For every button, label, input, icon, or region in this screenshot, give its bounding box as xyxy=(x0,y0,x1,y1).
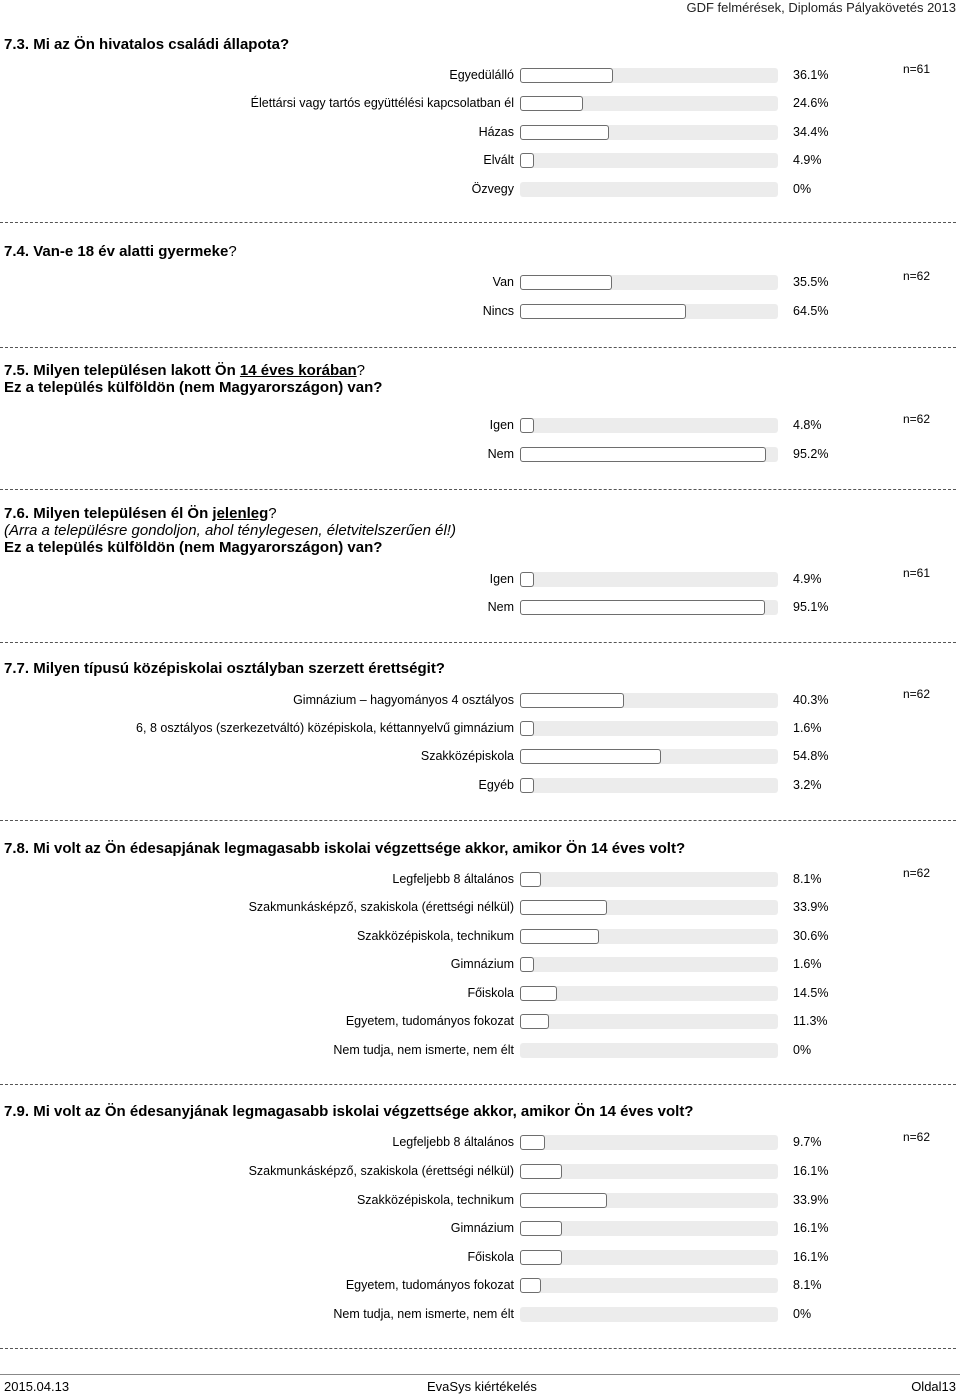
footer-center-label: EvaSys kiértékelés xyxy=(427,1379,537,1394)
answer-percent: 36.1% xyxy=(793,68,829,82)
section-divider xyxy=(0,347,956,348)
bar-fill xyxy=(520,721,534,736)
bar-track xyxy=(520,1278,778,1293)
answer-label: Nem xyxy=(487,600,514,614)
answer-label: Özvegy xyxy=(471,182,514,196)
answer-label: Gimnázium – hagyományos 4 osztályos xyxy=(293,693,514,707)
answer-row xyxy=(0,1040,960,1062)
answer-percent: 0% xyxy=(793,1043,812,1057)
answer-row xyxy=(0,1132,960,1154)
answer-row xyxy=(0,718,960,740)
answer-row xyxy=(0,301,960,323)
answer-percent: 8.1% xyxy=(793,1278,822,1292)
header-title: GDF felmérések, Diplomás Pályakövetés 2013 xyxy=(686,0,956,15)
bar-track xyxy=(520,1164,778,1179)
answer-percent: 33.9% xyxy=(793,900,829,914)
answer-row xyxy=(0,869,960,891)
answer-row xyxy=(0,1218,960,1240)
bar-track xyxy=(520,600,778,615)
answer-label: Élettársi vagy tartós együttélési kapcsolatban él xyxy=(250,96,514,110)
answer-percent: 95.1% xyxy=(793,600,829,614)
answer-row xyxy=(0,65,960,87)
answer-percent: 30.6% xyxy=(793,929,829,943)
bar-track xyxy=(520,1221,778,1236)
answer-row xyxy=(0,1304,960,1326)
answer-percent: 54.8% xyxy=(793,749,829,763)
answer-percent: 16.1% xyxy=(793,1164,829,1178)
answer-row xyxy=(0,1161,960,1183)
bar-fill xyxy=(520,749,661,764)
section-divider xyxy=(0,820,956,821)
question-title-7-7: 7.7. Milyen típusú középiskolai osztályban szerzett érettségit? xyxy=(4,660,445,677)
answer-label: Főiskola xyxy=(467,986,514,1000)
bar-track xyxy=(520,96,778,111)
answer-label: 6, 8 osztályos (szerkezetváltó) középiskola, kéttannyelvű gimnázium xyxy=(136,721,514,735)
answer-label: Nem tudja, nem ismerte, nem élt xyxy=(333,1043,514,1057)
bar-fill xyxy=(520,125,609,140)
bar-track xyxy=(520,900,778,915)
bar-track xyxy=(520,749,778,764)
bar-track xyxy=(520,153,778,168)
answer-percent: 0% xyxy=(793,1307,812,1321)
bar-track xyxy=(520,572,778,587)
answer-row xyxy=(0,954,960,976)
question-subtitle: Ez a település külföldön (nem Magyarországon) van? xyxy=(4,539,383,556)
answer-label: Nem xyxy=(487,447,514,461)
bar-fill xyxy=(520,1278,541,1293)
section-divider xyxy=(0,489,956,490)
bar-track xyxy=(520,929,778,944)
answer-row xyxy=(0,690,960,712)
bar-fill xyxy=(520,1135,545,1150)
footer-rule xyxy=(0,1374,960,1375)
answer-percent: 35.5% xyxy=(793,275,829,289)
bar-fill xyxy=(520,778,534,793)
answer-percent: 9.7% xyxy=(793,1135,822,1149)
answer-row xyxy=(0,1275,960,1297)
bar-fill xyxy=(520,872,541,887)
answer-percent: 40.3% xyxy=(793,693,829,707)
question-title-7-9: 7.9. Mi volt az Ön édesanyjának legmagasabb iskolai végzettsége akkor, amikor Ön 14 éves volt? xyxy=(4,1103,694,1120)
answer-row xyxy=(0,122,960,144)
answer-percent: 8.1% xyxy=(793,872,822,886)
bar-fill xyxy=(520,304,686,319)
answer-label: Házas xyxy=(478,125,514,139)
answer-row xyxy=(0,150,960,172)
section-divider xyxy=(0,1348,956,1349)
answer-percent: 95.2% xyxy=(793,447,829,461)
footer-date: 2015.04.13 xyxy=(4,1379,70,1394)
answer-label: Legfeljebb 8 általános xyxy=(392,1135,514,1149)
bar-fill xyxy=(520,96,583,111)
bar-fill xyxy=(520,957,534,972)
answer-row xyxy=(0,1190,960,1212)
answer-label: Főiskola xyxy=(467,1250,514,1264)
n-count: n=61 xyxy=(903,62,931,76)
answer-row xyxy=(0,179,960,201)
answer-label: Igen xyxy=(489,572,514,586)
answer-row xyxy=(0,415,960,437)
n-count: n=62 xyxy=(903,687,931,701)
answer-label: Nem tudja, nem ismerte, nem élt xyxy=(333,1307,514,1321)
answer-row xyxy=(0,272,960,294)
bar-track xyxy=(520,693,778,708)
answer-percent: 33.9% xyxy=(793,1193,829,1207)
answer-label: Gimnázium xyxy=(450,957,514,971)
bar-track xyxy=(520,418,778,433)
bar-track xyxy=(520,1307,778,1322)
bar-fill xyxy=(520,1164,562,1179)
bar-track xyxy=(520,275,778,290)
answer-percent: 1.6% xyxy=(793,957,822,971)
bar-track xyxy=(520,304,778,319)
bar-track xyxy=(520,872,778,887)
answer-percent: 11.3% xyxy=(793,1014,828,1028)
answer-percent: 3.2% xyxy=(793,778,822,792)
answer-label: Van xyxy=(492,275,514,289)
question-title-7-5: 7.5. Milyen településen lakott Ön 14 éves korában? xyxy=(4,362,366,379)
answer-percent: 4.9% xyxy=(793,572,822,586)
bar-fill xyxy=(520,418,534,433)
bar-fill xyxy=(520,275,612,290)
answer-percent: 4.8% xyxy=(793,418,822,432)
bar-fill xyxy=(520,68,613,83)
bar-fill xyxy=(520,1221,562,1236)
question-note: (Arra a településre gondoljon, ahol ténylegesen, életvitelszerűen él!) xyxy=(4,522,456,539)
bar-fill xyxy=(520,929,599,944)
answer-percent: 16.1% xyxy=(793,1221,829,1235)
answer-row xyxy=(0,897,960,919)
bar-fill xyxy=(520,447,766,462)
answer-label: Egyetem, tudományos fokozat xyxy=(345,1278,514,1292)
answer-label: Szakmunkásképző, szakiskola (érettségi nélkül) xyxy=(248,1164,514,1178)
answer-percent: 64.5% xyxy=(793,304,829,318)
question-title-7-3: 7.3. Mi az Ön hivatalos családi állapota? xyxy=(4,36,290,53)
section-divider xyxy=(0,1084,956,1085)
answer-percent: 4.9% xyxy=(793,153,822,167)
bar-track xyxy=(520,1014,778,1029)
n-count: n=62 xyxy=(903,1130,931,1144)
answer-row xyxy=(0,926,960,948)
section-divider xyxy=(0,642,956,643)
bar-fill xyxy=(520,900,607,915)
answer-row xyxy=(0,746,960,768)
bar-fill xyxy=(520,600,765,615)
bar-track xyxy=(520,125,778,140)
answer-label: Gimnázium xyxy=(450,1221,514,1235)
answer-row xyxy=(0,983,960,1005)
answer-percent: 24.6% xyxy=(793,96,829,110)
answer-label: Szakközépiskola xyxy=(420,749,514,763)
answer-label: Egyetem, tudományos fokozat xyxy=(345,1014,514,1028)
bar-fill xyxy=(520,986,557,1001)
answer-label: Szakközépiskola, technikum xyxy=(356,1193,514,1207)
bar-fill xyxy=(520,572,534,587)
bar-track xyxy=(520,986,778,1001)
answer-label: Nincs xyxy=(482,304,514,318)
bar-fill xyxy=(520,1250,562,1265)
bar-track xyxy=(520,1250,778,1265)
answer-row xyxy=(0,1247,960,1269)
answer-row xyxy=(0,444,960,466)
answer-percent: 1.6% xyxy=(793,721,822,735)
answer-percent: 0% xyxy=(793,182,812,196)
answer-label: Egyedülálló xyxy=(449,68,514,82)
bar-track xyxy=(520,957,778,972)
section-divider xyxy=(0,222,956,223)
answer-label: Igen xyxy=(489,418,514,432)
question-title-7-6: 7.6. Milyen településen él Ön jelenleg? xyxy=(4,505,277,522)
bar-fill xyxy=(520,153,534,168)
bar-fill xyxy=(520,1193,607,1208)
answer-label: Elvált xyxy=(483,153,514,167)
n-count: n=62 xyxy=(903,412,931,426)
bar-track xyxy=(520,68,778,83)
n-count: n=62 xyxy=(903,269,931,283)
answer-label: Szakközépiskola, technikum xyxy=(356,929,514,943)
answer-row xyxy=(0,597,960,619)
bar-track xyxy=(520,1043,778,1058)
answer-row xyxy=(0,93,960,115)
answer-label: Legfeljebb 8 általános xyxy=(392,872,514,886)
n-count: n=61 xyxy=(903,566,931,580)
question-title-7-8: 7.8. Mi volt az Ön édesapjának legmagasabb iskolai végzettsége akkor, amikor Ön 14 éves volt? xyxy=(4,840,686,857)
answer-label: Szakmunkásképző, szakiskola (érettségi nélkül) xyxy=(248,900,514,914)
bar-track xyxy=(520,721,778,736)
bar-track xyxy=(520,447,778,462)
bar-track xyxy=(520,1135,778,1150)
answer-row xyxy=(0,1011,960,1033)
footer-page-number: Oldal13 xyxy=(911,1379,956,1394)
answer-percent: 16.1% xyxy=(793,1250,829,1264)
bar-track xyxy=(520,778,778,793)
answer-percent: 14.5% xyxy=(793,986,829,1000)
answer-row xyxy=(0,569,960,591)
answer-percent: 34.4% xyxy=(793,125,829,139)
bar-fill xyxy=(520,693,624,708)
question-subtitle: Ez a település külföldön (nem Magyarországon) van? xyxy=(4,379,383,396)
answer-label: Egyéb xyxy=(478,778,514,792)
n-count: n=62 xyxy=(903,866,931,880)
question-title-7-4: 7.4. Van-e 18 év alatti gyermeke? xyxy=(4,243,237,260)
answer-row xyxy=(0,775,960,797)
bar-track xyxy=(520,1193,778,1208)
bar-fill xyxy=(520,1014,549,1029)
bar-track xyxy=(520,182,778,197)
